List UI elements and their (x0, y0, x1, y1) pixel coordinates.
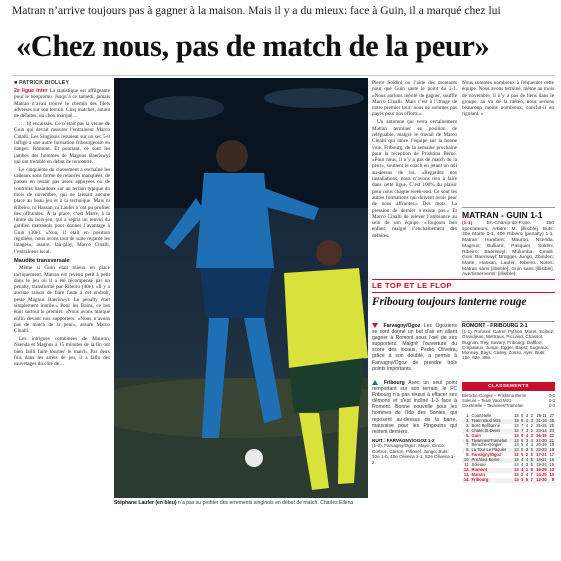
standings-p: 5 (530, 457, 533, 463)
standings-g: 7 (521, 427, 524, 433)
extra-match-text: (1-1). Romont: Carrel, Python, Moret, Sciboz; Grandjean, Mettraux, Piccand, Chassot, Bugnon; Rey, Savary. Fribourg: Dafflon; Corpataux, Jungo, Egger, Bapst; Sugnaux, Monney, Bays; Galley, Zosso, Ayer. Buts: 15e, 62e, 88e. (462, 329, 555, 361)
standings-p: 5 (530, 447, 533, 453)
standings-n: 3 (525, 427, 529, 433)
standings-goals: 24-20 (534, 439, 548, 444)
arrow-up-icon (372, 380, 378, 385)
table-row (462, 478, 555, 483)
article-column-4 (462, 80, 554, 208)
standings-banner: CLASSEMENTS (462, 382, 555, 391)
article-paragraph: Nous sommes nombreux à fréquenter cette équipe. Nous avons terminé, même au mois de novembre, il n’y a pas de liens dans le groupe, au vu de la météo, nous serions beaucoup moins nombreux, conclut-il en rigolant. » (462, 80, 554, 118)
standings-pts: 22 (549, 432, 554, 438)
lead-tag: 2e ligue inter (14, 88, 48, 94)
arrow-down-icon (372, 323, 378, 328)
standings-n: 4 (525, 471, 529, 477)
standings-g: 8 (521, 413, 524, 418)
standings-p: 2 (530, 422, 533, 428)
top-item-fribourg: Fribourg Avec un seul point remportant sur son terrain, le FC Fribourg n’a pas réussi à effacer ses démons et s’est incliné 1-3 face à Romont. Bonne nouvelle pour les hommes de l’Ido des Sonies, qui reposent au-dessus de la barre, mauvaise pour les Pingouins qui restent derniers. (372, 380, 457, 435)
standings-goals: 19-24 (536, 462, 547, 468)
standings-rank: 9. (466, 452, 470, 458)
standings-pts: 27 (549, 413, 554, 418)
standings-n: 4 (525, 432, 529, 438)
standings-goals: 20-19 (536, 442, 547, 448)
fixture-teams: Courtételle – Tavannes/Tramelan (462, 403, 524, 408)
standings-g: 4 (521, 457, 524, 463)
extra-match-title: ROMONT - FRIBOURG 2-1 (462, 321, 555, 329)
standings-p: 3 (530, 432, 533, 438)
standings-team: Béroche-Gorgier (471, 442, 502, 448)
standings-pj: 13 (514, 432, 519, 438)
standings-n: 2 (525, 452, 529, 458)
standings-goals: 12-30 (534, 478, 548, 483)
standings-goals: 18-21 (534, 458, 548, 463)
standings-pts: 17 (549, 452, 554, 458)
standings-pts: 18 (549, 447, 554, 453)
fixture-score: 0-0 (548, 398, 555, 403)
standings-table (462, 414, 555, 483)
match-photo-illustration (114, 78, 368, 498)
article-paragraph: Pierre Soldini ou l’aide des montants pour que Guin saute le point du 1-1. «Nous aurions mérité de gagner, souffle Marco Cinalli. Mais c’est à l’image de notre premier tour: nous ne sommes pas payés pour nos efforts.» (372, 80, 457, 118)
standings-goals: 23-14 (534, 429, 548, 434)
standings-team: Bosc Bellbanné (471, 422, 500, 428)
standings-pj: 13 (514, 457, 519, 463)
fixture-score: 0-0 (548, 403, 555, 408)
standings-rank: 2. (462, 419, 471, 424)
article-lead: 2e ligue inter La statistique est affligeante pour le néopromu. Jusqu’à ce samedi, jamais Matran n’avait trouvé le chemin des filets adverses sur son terrain. Cinq matches, autant de défaites, un chou marqué… (14, 88, 110, 120)
standings-pts: 21 (549, 437, 554, 443)
standings-team: La Tour-Le Pâquier (471, 448, 513, 453)
standings-n: 3 (525, 413, 529, 418)
standings-pj: 13 (514, 462, 519, 468)
standings-g: 5 (521, 452, 524, 458)
standings-rank: 13. (463, 471, 470, 477)
standings-goals: 25-15 (536, 422, 547, 428)
standings-pj: 13 (514, 413, 519, 418)
standings-n: 3 (525, 447, 529, 453)
standings-rank: 14. (463, 476, 470, 482)
standings-team: Farvagny/Ogoz (471, 452, 502, 458)
standings-n: 1 (525, 466, 529, 472)
standings-rank: 4. (462, 429, 471, 434)
fixture-teams: Soleure – Team Vaud M21 (462, 398, 512, 403)
standings-pts: 19 (549, 442, 554, 448)
standings-g: 2 (521, 471, 524, 477)
standings-pts: 8 (548, 478, 555, 483)
standings-pts: 10 (549, 471, 554, 477)
photo-caption: Stéphane Laufer (en bleu) n’a pas su profiter des errements singinois en début de match. Charles Ellena (114, 500, 354, 506)
standings-g: 4 (521, 466, 524, 472)
standings-rank: 7. (466, 442, 470, 448)
standings-team: Guin (471, 432, 481, 438)
standings-pts: 26 (549, 417, 554, 423)
flop-item-farvagny: Farvagny/Ogoz Les Ogoziens se sont donné un but d’air en allant gagner à Romont sous l’œil de ses supporters. Malgré l’ouverture du score des locaux, Pedro Oliveira, grâce à son doublé, a permis à Farvagny/Ogoz de prendre trois points importants. (372, 323, 457, 372)
standings-g: 4 (521, 462, 524, 468)
standings-p: 6 (530, 462, 533, 468)
standings-p: 8 (530, 466, 533, 472)
standings-n: 5 (525, 476, 529, 482)
standings-n: 4 (525, 442, 529, 448)
standings-team: Courtételle (471, 413, 492, 418)
match-score: 1-1 (530, 210, 543, 220)
divider (12, 75, 555, 76)
standings-p: 7 (530, 471, 533, 477)
standings-pj: 13 (514, 471, 519, 477)
standings-pts: 13 (549, 466, 554, 472)
standings-pj: 13 (514, 422, 519, 428)
standings-n: 3 (525, 437, 529, 443)
topflop-banner: LE TOP ET LE FLOP (372, 279, 555, 293)
article-headline: «Chez nous, pas de match de la peur» (16, 29, 490, 63)
standings-p: 5 (530, 452, 533, 458)
standings-p: 2 (530, 427, 533, 433)
standings-rank: 3. (466, 422, 470, 428)
article-paragraph: Les intrigues combinées de Mauron, Nsenda et Magnus à 15 minutes de la fin ont bien failli faire tourner le match. Par deux fois dans les arrêts de jeu, il a fallu des sauvetages du côté de… (14, 336, 110, 368)
topflop-headline: Fribourg toujours lanterne rouge (372, 296, 527, 308)
standings-pj: 13 (514, 417, 519, 423)
standings-goals: 28-11 (536, 413, 547, 418)
standings-g: 6 (521, 432, 524, 438)
standings-goals: 31-16 (534, 419, 548, 424)
standings-g: 5 (521, 447, 524, 453)
standings-pts: 15 (549, 462, 554, 468)
standings-p: 4 (530, 442, 533, 448)
fixture-row (462, 403, 555, 408)
match-photo (114, 78, 368, 498)
match-title: MATRAN - GUIN 1-1 (462, 207, 555, 220)
standings-p: 4 (530, 437, 533, 443)
standings-rank: 8. (462, 448, 471, 453)
standings-team: Chatel St-Denis (471, 429, 513, 434)
article-paragraph: … 18 encaissés. Ce n’était pas la venue de Guin qui devait rassurer l’entraîneur Marco Cinalli. Les Singinois restaient sur un sec 5-0 infligé à une autre formation fribourgeoise en danger: Romont. Et pourtant, ce sont les jambes des hommes de Magnus Baeriswyl qui ont tremblé en début de rencontre. (14, 121, 110, 165)
fixture-score: 0-0 (548, 393, 555, 398)
standings-team: Soleure (471, 462, 486, 468)
standings-rank: 11. (464, 462, 470, 468)
article-paragraph: Un automne qui verra certainement Matran terminer en position de reléguable, malgré le travail de Marco Cinalli qui lance l’équipe sur la bonne voie. Fribourg, de la semaine prochaine pour la réception de Prishtina Berne. «Pour nous, il n’y a pas de match de la peur», soutient le coach en jetant un œil au-dessus de lui. «Regardez nos installations, nous n’avons rien à faire dans cette ligue. C’est 100% du plaisir pour nous chaque week-end. Ce sont les autres formations qui doivent avoir peur de nous affronter.» Des mots. La pression de dernier n’existe pas.» Et Marco Cinalli de relever l’ambiance au sein de son équipe. «Toujours bon enfant, malgré l’enchaînement des défaites. (372, 119, 457, 239)
standings-pj: 12 (514, 427, 519, 433)
standings-pj: 13 (514, 442, 519, 448)
standings-pj: 13 (514, 466, 519, 472)
fixture-teams: Béroche-Gorgier – Prishtina Berne (462, 393, 527, 398)
byline-icon: ■ (14, 80, 18, 86)
photo-credit: Charles Ellena (320, 500, 354, 506)
standings-rank: 1. (466, 413, 470, 418)
standings-rank: 5. (466, 432, 470, 438)
standings-goals: 26-15 (536, 432, 547, 438)
standings-rank: 10. (463, 457, 470, 463)
standings-pts: 24 (549, 427, 554, 433)
standings-team: Team Vaud M21 (471, 419, 513, 424)
article-paragraph: Le cinquième du classement a enchaîné les cadeaux sous forme de relances manquées, de passes en retrait pas assez appuyées ou de contrôles hasardeux sur un terrain typique du mois de novembre, qui ne laissait aucune place au beau jeu et à la technique. Mais ni Ribeiro, ni Hassan, ni Laufer n’ont pu profiter des offrandes. À la place, c’est Marte, à la limite du hors-jeu, qui a repris un renvoi du gardien matranois pour donner l’avantage à Guin (30e). «Non, il était en position régulière, nous avons tout de suite regardé les images», assure, fair-play, Marco Cinalli, l’entraîneur local. (14, 166, 110, 255)
standings-g: 8 (521, 417, 524, 423)
standings-team: Romont (471, 468, 513, 473)
flop-footnote: NUIT : FARVAGNY/OGOZ 1-2 (1-0). Farvagny/Ogoz: Mayo, Cinco, Corboz, Carron, Pillonel, Jungo; Buts: 10e 1-0, 40e Oliveira 1-1, 82e Oliveira 1-2. (372, 438, 455, 465)
standings-goals: 14-29 (536, 471, 547, 477)
match-summary: (1-1) En-Champ-de-Foire. 150 spectateurs. Arbitre: M. [illisible]. Buts: 30e Marte 0-1, 40e Ribeiro (penalty) 1-1. Matran: Humbert; Mauron, Nsenda, Magnus; Bulliard, Pasquier, Soldini, Ribeiro; Baeriswyl, Mulumba, Cinalli. Guin: Baeriswyl; Brügger, Jungo, Zbinden; Marte, Hassan, Laufer, Ribeiro. Notes: Matran sans [illisible]; Guin sans [illisible]. Avertissements: [illisible]. (462, 221, 554, 278)
standings-p: 2 (530, 413, 533, 418)
standings-g: 1 (521, 476, 524, 482)
standings-g: 5 (521, 442, 524, 448)
standings-p: 3 (530, 417, 533, 423)
article-kicker: Matran n’arrive toujours pas à gagner à la maison. Mais il y a du mieux: face à Guin, il a marqué chez lui (12, 4, 501, 17)
article-paragraph: Même si Guin était mieux en place tactiquement, Matran est revenu petit à petit dans le jeu où il a été récompensé par un penalty, transformé par Ribeiro (40e). «Il y a aucune raison de faire faute à cet endroit, peste Magnus Baeriswyl. Le penalty était simplement inutile.» Pour les Bains, ce but était surtout le premier. «Nous avons marqué enfin devant nos supporters. «Nous n’avons pas de match de la peur», assure Marco Cinalli. (14, 265, 110, 335)
standings-team: Tavannes/Tramelan (471, 439, 513, 444)
standings-team: Prishtina Berne (471, 458, 513, 463)
standings-goals: 16-29 (534, 468, 548, 473)
standings-goals: 22-23 (534, 448, 548, 453)
standings-team: Fribourg (471, 478, 513, 483)
standings-n: 4 (525, 422, 529, 428)
standings-g: 7 (521, 422, 524, 428)
article-column-3 (372, 80, 457, 275)
article-column-1 (14, 88, 110, 558)
standings-pj: 13 (514, 447, 519, 453)
standings-p: 7 (530, 476, 533, 482)
standings-n: 2 (525, 417, 529, 423)
standings-pj: 12 (514, 452, 519, 458)
standings-team: Matran (471, 471, 485, 477)
standings-rank: 6. (462, 439, 471, 444)
article-subheading: Maudite transversale (14, 257, 70, 264)
standings-g: 6 (521, 437, 524, 443)
byline: ■ PATRICK BIOLLEY (14, 80, 70, 86)
standings-pj: 13 (514, 476, 519, 482)
standings-n: 3 (525, 462, 529, 468)
standings-rank: 12. (463, 466, 470, 472)
standings-pj: 13 (514, 437, 519, 443)
standings-goals: 17-21 (536, 452, 547, 458)
standings-fixtures (462, 393, 555, 408)
standings-pts: 25 (549, 422, 554, 428)
standings-n: 4 (525, 457, 529, 463)
standings-pts: 16 (549, 457, 554, 463)
